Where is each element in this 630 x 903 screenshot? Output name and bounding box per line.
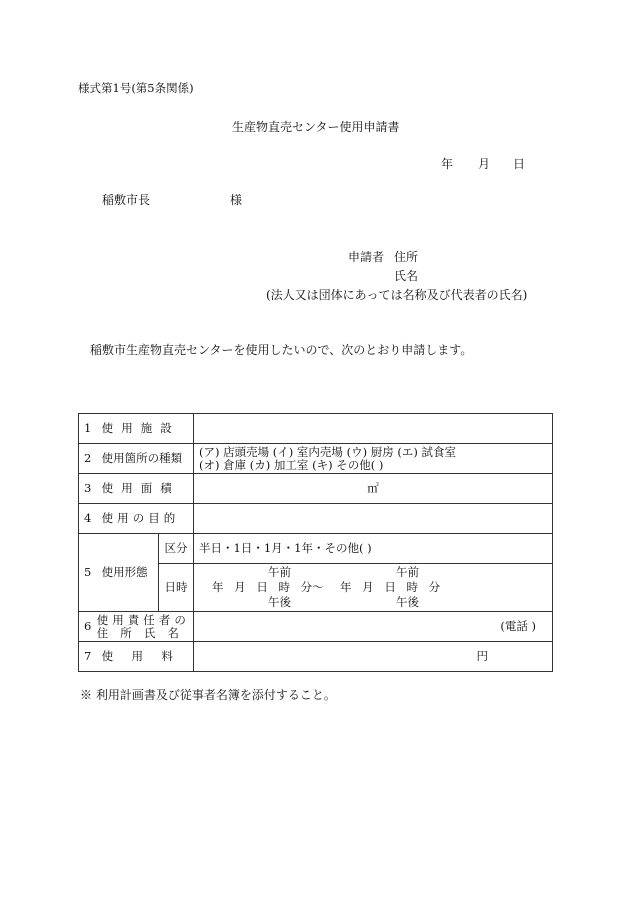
purpose-label-cell	[79, 504, 194, 534]
row-place-type	[79, 444, 553, 474]
application-table	[78, 413, 553, 672]
row-number: 6	[84, 619, 92, 633]
row-fee	[79, 642, 553, 672]
place-type-label-cell	[79, 444, 194, 474]
corporate-note: (法人又は団体にあっては名称及び代表者の氏名)	[266, 288, 528, 302]
datetime-input[interactable]	[194, 564, 553, 612]
facility-input[interactable]	[194, 414, 553, 444]
row-number: 5	[84, 565, 92, 579]
date-day-label: 日	[513, 157, 526, 171]
addressee: 稲敷市長	[102, 193, 151, 207]
row-number: 2	[84, 451, 92, 465]
row-responsible	[79, 612, 553, 642]
responsible-input[interactable]	[194, 612, 553, 642]
document-title: 生産物直売センター使用申請書	[232, 120, 400, 134]
responsible-label-cell	[79, 612, 194, 642]
responsible-label-line2: 住所氏名	[96, 625, 192, 640]
row-number: 1	[84, 421, 92, 435]
to-datetime: 年 月 日 時 分	[340, 580, 441, 594]
category-label: 区分	[159, 534, 194, 564]
facility-label: 使用施設	[101, 421, 180, 435]
usage-form-label-cell	[79, 534, 159, 612]
place-type-label: 使用箇所の種類	[101, 451, 183, 465]
fee-label-cell	[79, 642, 194, 672]
row-number: 4	[84, 511, 92, 525]
from-pm-label: 午後	[268, 595, 292, 609]
row-number: 7	[84, 649, 92, 663]
usage-form-label: 使用形態	[101, 565, 148, 579]
place-type-options-line1: (ア) 店頭売場 (イ) 室内売場 (ウ) 厨房 (エ) 試食室	[199, 444, 456, 459]
honorific: 様	[230, 193, 243, 207]
fee-unit: 円	[476, 649, 489, 663]
to-pm-label: 午後	[396, 595, 420, 609]
row-purpose	[79, 504, 553, 534]
area-label-cell	[79, 474, 194, 504]
date-month-label: 月	[478, 157, 491, 171]
applicant-label: 申請者	[348, 250, 385, 264]
row-area	[79, 474, 553, 504]
applicant-address-label: 住所	[394, 250, 419, 264]
datetime-label: 日時	[159, 564, 194, 612]
place-type-options[interactable]	[194, 444, 553, 474]
area-unit: ㎡	[367, 481, 379, 495]
footnote: ※ 利用計画書及び従事者名簿を添付すること。	[80, 688, 336, 702]
from-datetime: 年 月 日 時 分～	[212, 580, 324, 594]
area-input[interactable]	[194, 474, 553, 504]
category-options-text: 半日・1日・1月・1年・その他( )	[199, 541, 372, 555]
fee-input[interactable]	[194, 642, 553, 672]
date-year-label: 年	[441, 157, 454, 171]
applicant-name-label: 氏名	[394, 269, 419, 283]
place-type-options-line2: (オ) 倉庫 (カ) 加工室 (キ) その他( )	[199, 457, 384, 472]
facility-label-cell	[79, 414, 194, 444]
area-label: 使用面積	[101, 481, 180, 495]
row-facility	[79, 414, 553, 444]
row-number: 3	[84, 481, 92, 495]
request-statement: 稲敷市生産物直売センターを使用したいので、次のとおり申請します。	[90, 343, 473, 357]
purpose-input[interactable]	[194, 504, 553, 534]
category-options[interactable]	[194, 534, 553, 564]
form-number: 様式第1号(第5条関係)	[78, 81, 194, 95]
fee-label: 使用料	[101, 649, 192, 663]
phone-field: (電話 )	[500, 619, 537, 633]
from-am-label: 午前	[268, 565, 292, 579]
to-am-label: 午前	[396, 565, 420, 579]
row-usage-category	[79, 534, 553, 564]
responsible-label-line1: 使用責任者の	[96, 612, 190, 627]
purpose-label: 使用の目的	[101, 511, 180, 525]
